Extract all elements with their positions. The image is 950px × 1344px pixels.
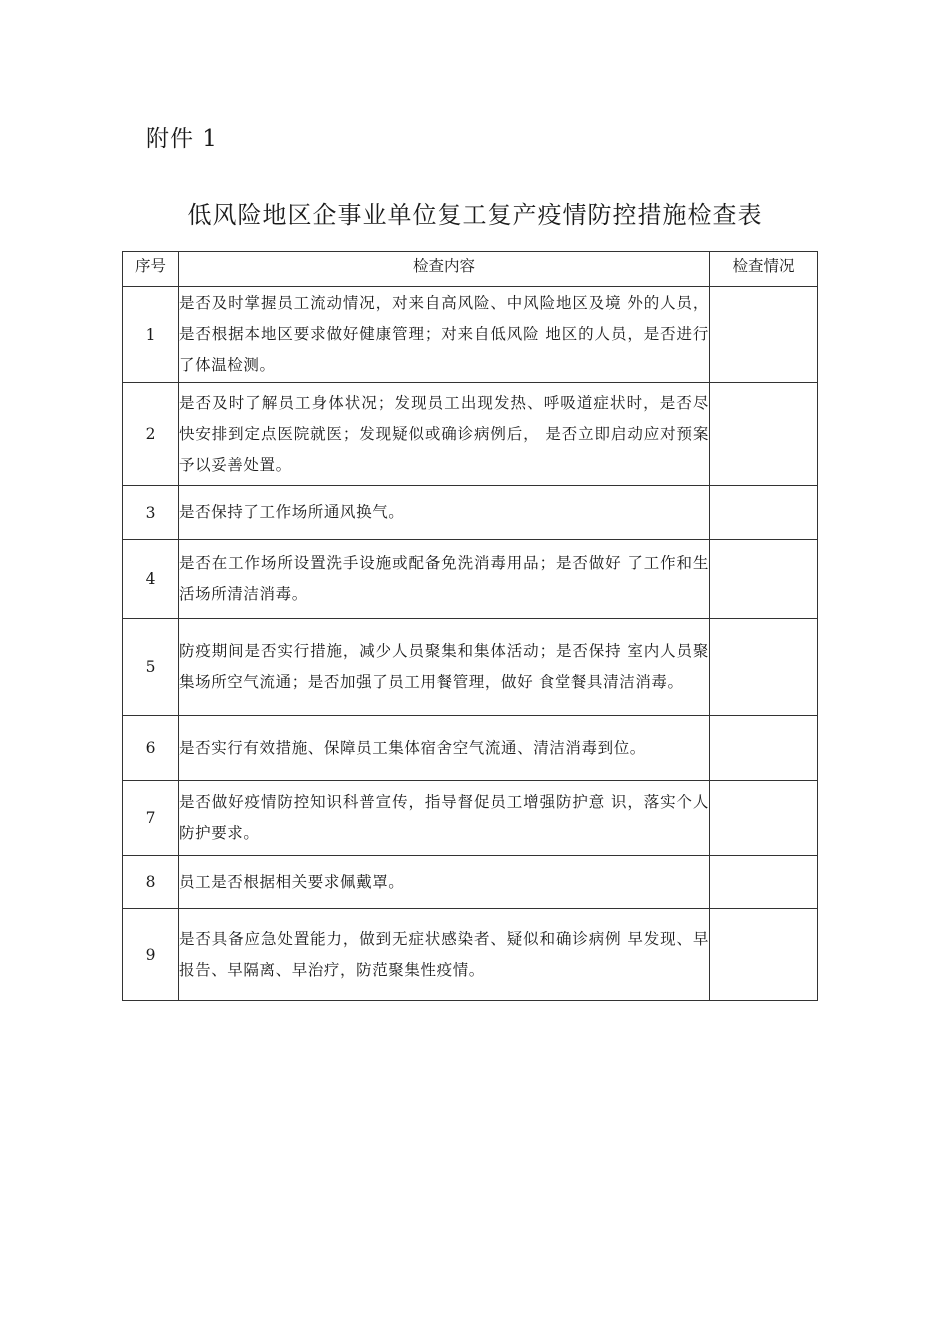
document-title: 低风险地区企事业单位复工复产疫情防控措施检查表 xyxy=(187,201,763,229)
header-result: 检查情况 xyxy=(710,252,818,287)
header-content: 检查内容 xyxy=(179,252,710,287)
row-result-cell[interactable] xyxy=(710,540,818,619)
table-row xyxy=(123,540,818,619)
row-number: 4 xyxy=(123,540,179,619)
row-content: 是否及时了解员工身体状况；发现员工出现发热、呼吸道症状时，是否尽快安排到定点医院就医；发现疑似或确诊病例后， 是否立即启动应对预案予以妥善处置。 xyxy=(179,383,710,486)
table-row xyxy=(123,486,818,540)
table-row xyxy=(123,909,818,1001)
table-row xyxy=(123,383,818,486)
row-number: 5 xyxy=(123,619,179,716)
row-number: 2 xyxy=(123,383,179,486)
row-result-cell[interactable] xyxy=(710,781,818,856)
row-content: 是否保持了工作场所通风换气。 xyxy=(179,486,710,540)
row-number: 1 xyxy=(123,287,179,383)
row-result-cell[interactable] xyxy=(710,619,818,716)
row-content: 是否实行有效措施、保障员工集体宿舍空气流通、清洁消毒到位。 xyxy=(179,716,710,781)
row-content: 防疫期间是否实行措施，减少人员聚集和集体活动；是否保持 室内人员聚集场所空气流通；是否加强了员工用餐管理，做好 食堂餐具清洁消毒。 xyxy=(179,619,710,716)
row-content: 是否在工作场所设置洗手设施或配备免洗消毒用品；是否做好 了工作和生活场所清洁消毒。 xyxy=(179,540,710,619)
row-content: 是否具备应急处置能力，做到无症状感染者、疑似和确诊病例 早发现、早报告、早隔离、早治疗，防范聚集性疫情。 xyxy=(179,909,710,1001)
table-row xyxy=(123,856,818,909)
row-number: 6 xyxy=(123,716,179,781)
attachment-label: 附件 1 xyxy=(146,126,218,152)
table-row xyxy=(123,287,818,383)
header-number: 序号 xyxy=(123,252,179,287)
table-row xyxy=(123,619,818,716)
row-result-cell[interactable] xyxy=(710,856,818,909)
row-number: 7 xyxy=(123,781,179,856)
inspection-table xyxy=(122,251,818,1001)
row-number: 9 xyxy=(123,909,179,1001)
row-result-cell[interactable] xyxy=(710,486,818,540)
row-result-cell[interactable] xyxy=(710,383,818,486)
table-header-row xyxy=(123,252,818,287)
row-result-cell[interactable] xyxy=(710,909,818,1001)
row-content: 员工是否根据相关要求佩戴罩。 xyxy=(179,856,710,909)
row-content: 是否及时掌握员工流动情况，对来自高风险、中风险地区及境 外的人员，是否根据本地区要求做好健康管理；对来自低风险 地区的人员，是否进行了体温检测。 xyxy=(179,287,710,383)
row-result-cell[interactable] xyxy=(710,716,818,781)
row-number: 8 xyxy=(123,856,179,909)
table-row xyxy=(123,716,818,781)
row-result-cell[interactable] xyxy=(710,287,818,383)
table-row xyxy=(123,781,818,856)
row-content: 是否做好疫情防控知识科普宣传，指导督促员工增强防护意 识，落实个人防护要求。 xyxy=(179,781,710,856)
row-number: 3 xyxy=(123,486,179,540)
